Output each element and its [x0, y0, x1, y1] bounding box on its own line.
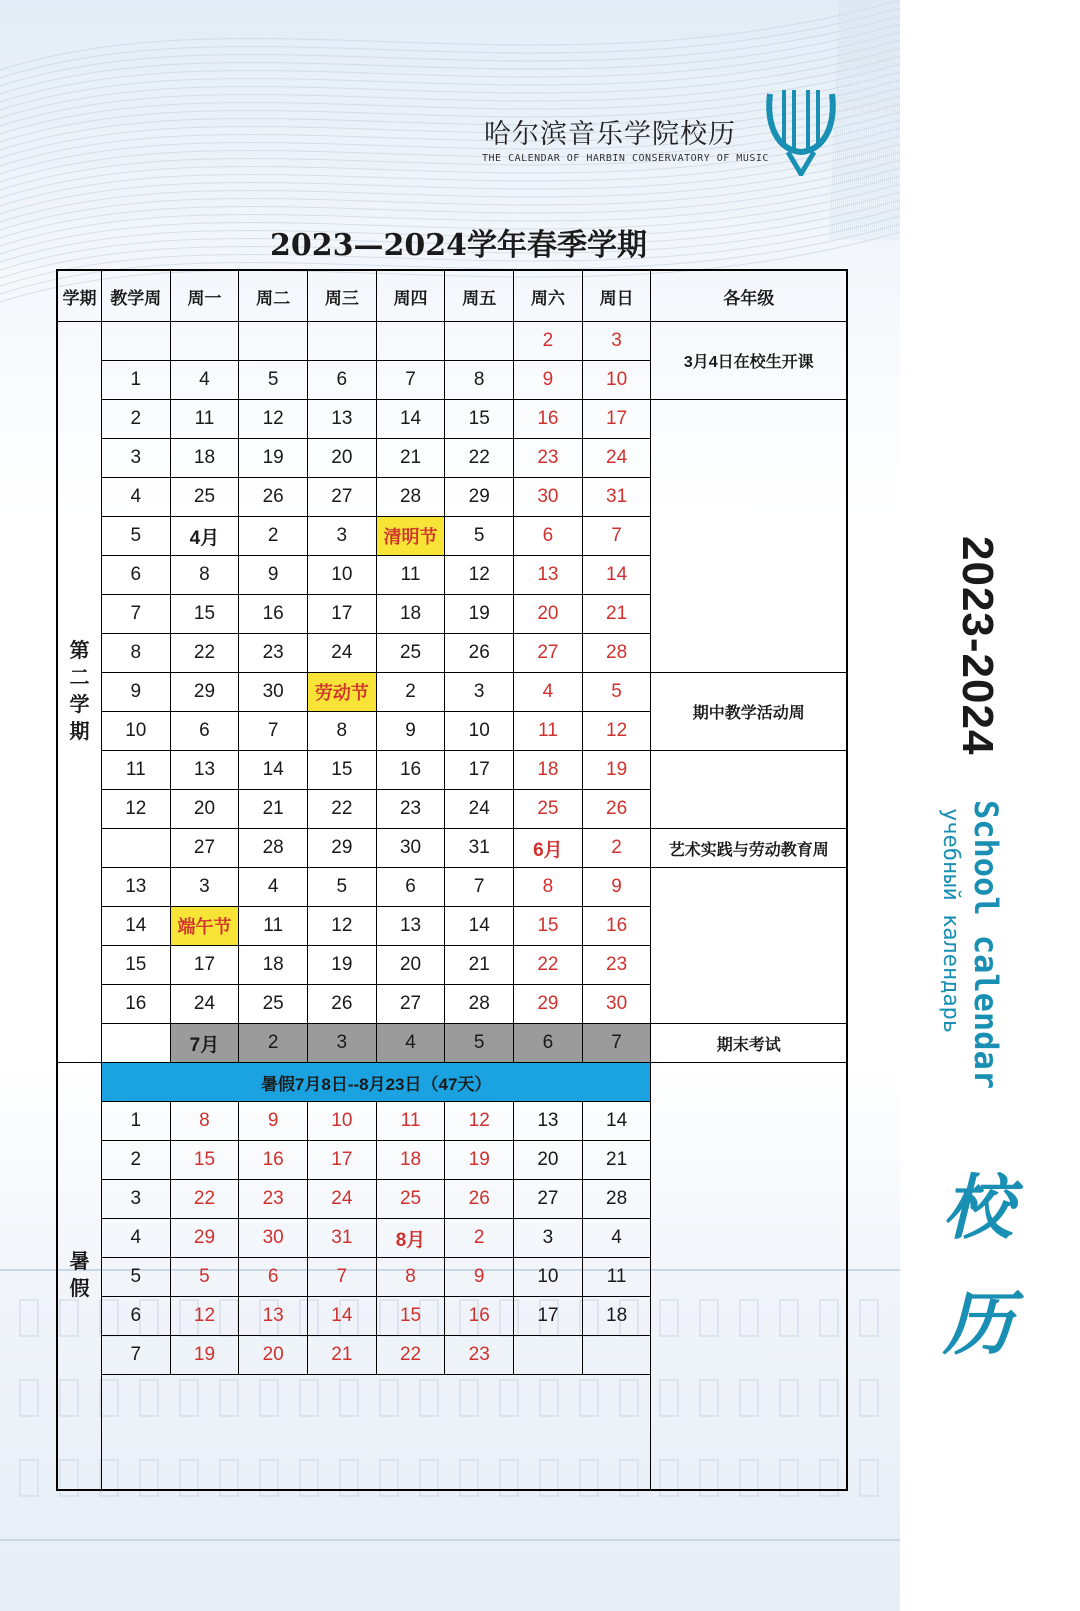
col-header: 周日	[582, 270, 651, 322]
date-cell: 29	[445, 478, 514, 517]
date-cell: 12	[170, 1297, 239, 1336]
date-cell: 30	[239, 673, 308, 712]
week-number	[101, 1024, 170, 1063]
table-row	[57, 673, 847, 712]
date-cell: 6	[170, 712, 239, 751]
date-cell: 5	[308, 868, 377, 907]
week-number: 10	[101, 712, 170, 751]
grade-note: 艺术实践与劳动教育周	[651, 829, 847, 868]
date-cell: 22	[376, 1336, 445, 1375]
date-cell: 17	[308, 595, 377, 634]
date-cell	[170, 322, 239, 361]
date-cell: 30	[514, 478, 583, 517]
date-cell: 13	[308, 400, 377, 439]
term-summer	[57, 1063, 101, 1491]
date-cell: 15	[170, 1141, 239, 1180]
date-cell: 27	[514, 1180, 583, 1219]
col-header: 周六	[514, 270, 583, 322]
date-cell: 15	[376, 1297, 445, 1336]
side-chinese-title: 校历	[943, 1166, 1013, 1365]
school-title: 哈尔滨音乐学院校历	[484, 119, 736, 150]
date-cell: 11	[170, 400, 239, 439]
date-cell: 29	[170, 673, 239, 712]
week-number: 16	[101, 985, 170, 1024]
date-cell: 8	[514, 868, 583, 907]
grade-note	[651, 751, 847, 829]
side-russian-title: учебный календарь	[938, 808, 963, 1034]
date-cell: 21	[582, 595, 651, 634]
date-cell: 22	[514, 946, 583, 985]
date-cell	[445, 322, 514, 361]
date-cell: 21	[308, 1336, 377, 1375]
date-cell: 10	[308, 556, 377, 595]
date-cell: 25	[514, 790, 583, 829]
week-number: 4	[101, 478, 170, 517]
date-cell: 10	[582, 361, 651, 400]
col-header: 周四	[376, 270, 445, 322]
week-number: 3	[101, 439, 170, 478]
date-cell	[308, 322, 377, 361]
date-cell: 8	[308, 712, 377, 751]
summer-banner: 暑假7月8日--8月23日（47天）	[101, 1063, 651, 1102]
date-cell: 20	[376, 946, 445, 985]
week-number: 11	[101, 751, 170, 790]
date-cell: 14	[445, 907, 514, 946]
date-cell: 25	[376, 634, 445, 673]
date-cell: 7	[445, 868, 514, 907]
date-cell: 26	[445, 1180, 514, 1219]
date-cell: 4月	[170, 517, 239, 556]
week-number: 3	[101, 1180, 170, 1219]
date-cell	[376, 322, 445, 361]
date-cell: 16	[445, 1297, 514, 1336]
date-cell: 18	[376, 1141, 445, 1180]
date-cell: 23	[239, 634, 308, 673]
date-cell: 13	[170, 751, 239, 790]
date-cell: 18	[582, 1297, 651, 1336]
date-cell: 25	[170, 478, 239, 517]
date-cell: 23	[514, 439, 583, 478]
date-cell: 31	[308, 1219, 377, 1258]
date-cell: 26	[239, 478, 308, 517]
date-cell: 9	[514, 361, 583, 400]
date-cell: 13	[239, 1297, 308, 1336]
date-cell: 6月	[514, 829, 583, 868]
date-cell: 10	[514, 1258, 583, 1297]
grade-note	[651, 400, 847, 673]
date-cell: 20	[308, 439, 377, 478]
summer-banner-row	[57, 1063, 847, 1102]
date-cell: 8	[445, 361, 514, 400]
date-cell: 6	[376, 868, 445, 907]
week-number: 8	[101, 634, 170, 673]
date-cell: 22	[308, 790, 377, 829]
date-cell: 28	[239, 829, 308, 868]
date-cell: 7月	[170, 1024, 239, 1063]
date-cell: 14	[582, 1102, 651, 1141]
date-cell	[514, 1336, 583, 1375]
date-cell: 12	[445, 556, 514, 595]
date-cell: 14	[582, 556, 651, 595]
date-cell: 5	[170, 1258, 239, 1297]
term-char: 二	[69, 667, 90, 689]
table-row	[57, 868, 847, 907]
date-cell: 11	[514, 712, 583, 751]
date-cell: 12	[445, 1102, 514, 1141]
school-subtitle: THE CALENDAR OF HARBIN CONSERVATORY OF MUSIC	[482, 153, 769, 164]
col-header: 教学周	[101, 270, 170, 322]
date-cell: 20	[514, 595, 583, 634]
date-cell: 29	[308, 829, 377, 868]
week-number: 7	[101, 595, 170, 634]
date-cell: 14	[376, 400, 445, 439]
date-cell: 9	[239, 556, 308, 595]
grade-note: 3月4日在校生开课	[651, 322, 847, 400]
table-row	[57, 829, 847, 868]
date-cell: 2	[239, 517, 308, 556]
date-cell: 26	[308, 985, 377, 1024]
date-cell: 11	[582, 1258, 651, 1297]
date-cell: 3	[308, 1024, 377, 1063]
date-cell: 25	[239, 985, 308, 1024]
date-cell	[239, 322, 308, 361]
week-number: 1	[101, 361, 170, 400]
date-cell: 23	[376, 790, 445, 829]
date-cell: 2	[514, 322, 583, 361]
date-cell: 19	[308, 946, 377, 985]
date-cell: 13	[514, 1102, 583, 1141]
empty-cell	[101, 1375, 651, 1491]
date-cell: 10	[308, 1102, 377, 1141]
term-char: 学	[69, 694, 90, 716]
week-number: 1	[101, 1102, 170, 1141]
col-header: 周二	[239, 270, 308, 322]
date-cell: 30	[376, 829, 445, 868]
date-cell: 4	[582, 1219, 651, 1258]
date-cell: 30	[239, 1219, 308, 1258]
date-cell: 31	[445, 829, 514, 868]
week-number: 2	[101, 1141, 170, 1180]
date-cell: 7	[376, 361, 445, 400]
date-cell: 19	[445, 595, 514, 634]
date-cell: 4	[514, 673, 583, 712]
date-cell: 19	[239, 439, 308, 478]
date-cell: 29	[514, 985, 583, 1024]
date-cell: 5	[239, 361, 308, 400]
date-cell: 15	[514, 907, 583, 946]
grade-note: 期末考试	[651, 1024, 847, 1063]
date-cell: 23	[445, 1336, 514, 1375]
date-cell: 21	[445, 946, 514, 985]
week-number: 5	[101, 1258, 170, 1297]
semester-title: 2023—2024学年春季学期	[270, 228, 647, 263]
holiday-cell: 端午节	[170, 907, 239, 946]
date-cell: 27	[514, 634, 583, 673]
date-cell: 3	[514, 1219, 583, 1258]
date-cell: 26	[582, 790, 651, 829]
date-cell: 21	[582, 1141, 651, 1180]
date-cell: 4	[376, 1024, 445, 1063]
date-cell: 19	[582, 751, 651, 790]
week-number	[101, 829, 170, 868]
date-cell: 24	[308, 1180, 377, 1219]
date-cell: 4	[170, 361, 239, 400]
week-number: 5	[101, 517, 170, 556]
date-cell: 12	[582, 712, 651, 751]
date-cell: 19	[170, 1336, 239, 1375]
date-cell: 11	[376, 1102, 445, 1141]
date-cell: 20	[170, 790, 239, 829]
date-cell: 18	[376, 595, 445, 634]
term-char: 第	[69, 640, 90, 662]
date-cell: 7	[582, 1024, 651, 1063]
date-cell: 2	[582, 829, 651, 868]
date-cell: 28	[582, 1180, 651, 1219]
date-cell: 15	[445, 400, 514, 439]
date-cell: 7	[582, 517, 651, 556]
date-cell: 5	[582, 673, 651, 712]
date-cell: 15	[308, 751, 377, 790]
date-cell	[582, 1336, 651, 1375]
week-number: 12	[101, 790, 170, 829]
table-row	[57, 322, 847, 361]
date-cell: 3	[170, 868, 239, 907]
week-number: 9	[101, 673, 170, 712]
calendar-table	[56, 269, 848, 1491]
week-number: 13	[101, 868, 170, 907]
date-cell: 8	[376, 1258, 445, 1297]
date-cell: 6	[308, 361, 377, 400]
date-cell: 14	[308, 1297, 377, 1336]
date-cell: 29	[170, 1219, 239, 1258]
week-number: 7	[101, 1336, 170, 1375]
date-cell: 3	[308, 517, 377, 556]
week-number: 6	[101, 556, 170, 595]
date-cell: 27	[170, 829, 239, 868]
date-cell: 16	[376, 751, 445, 790]
date-cell: 8月	[376, 1219, 445, 1258]
grade-note	[651, 868, 847, 1024]
date-cell: 28	[445, 985, 514, 1024]
date-cell: 20	[239, 1336, 308, 1375]
date-cell: 17	[514, 1297, 583, 1336]
week-number: 2	[101, 400, 170, 439]
col-header: 周三	[308, 270, 377, 322]
date-cell: 22	[170, 634, 239, 673]
week-number: 6	[101, 1297, 170, 1336]
date-cell: 26	[445, 634, 514, 673]
date-cell: 5	[445, 1024, 514, 1063]
date-cell: 10	[445, 712, 514, 751]
date-cell: 5	[445, 517, 514, 556]
date-cell: 24	[308, 634, 377, 673]
date-cell: 7	[239, 712, 308, 751]
side-year: 2023-2024	[953, 536, 1002, 756]
date-cell: 17	[170, 946, 239, 985]
date-cell: 22	[445, 439, 514, 478]
header-row	[57, 270, 847, 322]
date-cell: 24	[582, 439, 651, 478]
holiday-cell: 劳动节	[308, 673, 377, 712]
date-cell: 13	[376, 907, 445, 946]
date-cell: 18	[170, 439, 239, 478]
col-header: 周一	[170, 270, 239, 322]
holiday-cell: 清明节	[376, 517, 445, 556]
date-cell: 9	[376, 712, 445, 751]
date-cell: 23	[582, 946, 651, 985]
date-cell: 16	[582, 907, 651, 946]
date-cell: 8	[170, 556, 239, 595]
date-cell: 21	[376, 439, 445, 478]
date-cell: 28	[376, 478, 445, 517]
col-header: 各年级	[651, 270, 847, 322]
date-cell: 22	[170, 1180, 239, 1219]
date-cell: 18	[514, 751, 583, 790]
date-cell: 17	[308, 1141, 377, 1180]
date-cell: 4	[239, 868, 308, 907]
date-cell: 12	[239, 400, 308, 439]
date-cell: 31	[582, 478, 651, 517]
week-number: 15	[101, 946, 170, 985]
date-cell: 9	[582, 868, 651, 907]
date-cell: 6	[514, 1024, 583, 1063]
date-cell: 9	[445, 1258, 514, 1297]
date-cell: 28	[582, 634, 651, 673]
grade-note: 期中教学活动周	[651, 673, 847, 751]
date-cell: 3	[582, 322, 651, 361]
date-cell: 24	[445, 790, 514, 829]
col-header: 周五	[445, 270, 514, 322]
date-cell: 21	[239, 790, 308, 829]
side-english-title: School calendar	[967, 800, 1005, 1089]
date-cell: 24	[170, 985, 239, 1024]
term-char: 期	[69, 721, 90, 743]
week-number	[101, 322, 170, 361]
date-cell: 27	[308, 478, 377, 517]
table-row	[57, 400, 847, 439]
date-cell: 3	[445, 673, 514, 712]
date-cell: 20	[514, 1141, 583, 1180]
date-cell: 7	[308, 1258, 377, 1297]
date-cell: 16	[514, 400, 583, 439]
date-cell: 14	[239, 751, 308, 790]
date-cell: 6	[239, 1258, 308, 1297]
col-header: 学期	[57, 270, 101, 322]
date-cell: 17	[582, 400, 651, 439]
grade-note	[651, 1063, 847, 1491]
term-char: 暑	[69, 1251, 90, 1273]
table-row	[57, 751, 847, 790]
date-cell: 16	[239, 1141, 308, 1180]
date-cell: 30	[582, 985, 651, 1024]
date-cell: 13	[514, 556, 583, 595]
date-cell: 19	[445, 1141, 514, 1180]
date-cell: 6	[514, 517, 583, 556]
date-cell: 9	[239, 1102, 308, 1141]
date-cell: 2	[445, 1219, 514, 1258]
date-cell: 15	[170, 595, 239, 634]
week-number: 14	[101, 907, 170, 946]
date-cell: 23	[239, 1180, 308, 1219]
date-cell: 2	[239, 1024, 308, 1063]
term-char: 假	[69, 1278, 90, 1300]
term-second	[57, 322, 101, 1063]
date-cell: 2	[376, 673, 445, 712]
date-cell: 25	[376, 1180, 445, 1219]
date-cell: 8	[170, 1102, 239, 1141]
date-cell: 18	[239, 946, 308, 985]
week-number: 4	[101, 1219, 170, 1258]
lyre-logo-icon	[764, 86, 838, 176]
date-cell: 11	[239, 907, 308, 946]
date-cell: 16	[239, 595, 308, 634]
table-row	[57, 1024, 847, 1063]
date-cell: 12	[308, 907, 377, 946]
date-cell: 17	[445, 751, 514, 790]
date-cell: 27	[376, 985, 445, 1024]
date-cell: 11	[376, 556, 445, 595]
